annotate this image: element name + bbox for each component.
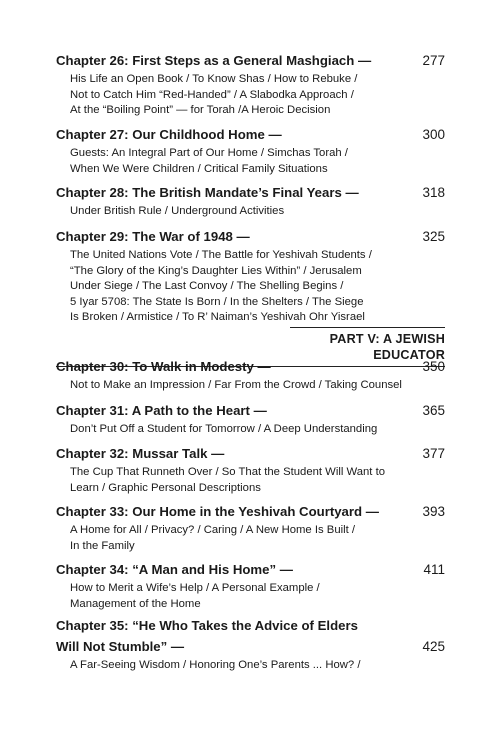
chapter-heading: [56, 184, 445, 202]
toc-entry-chapter-32: [56, 445, 445, 496]
toc-entry-chapter-34: [56, 561, 445, 612]
subtopic-line: Don’t Put Off a Student for Tomorrow / A Deep Understanding: [70, 423, 378, 435]
toc-entry-chapter-29: [56, 228, 445, 326]
subtopic-line: Management of the Home: [70, 597, 201, 610]
chapter-heading: [56, 561, 445, 579]
chapter-title: Chapter 29: The War of 1948 —: [56, 229, 250, 244]
chapter-page-number: 425: [422, 639, 445, 654]
chapter-subtopics: [56, 72, 445, 119]
chapter-subtopics: [56, 523, 445, 554]
chapter-heading: [56, 402, 445, 420]
toc-entry-chapter-31: [56, 402, 445, 438]
subtopic-line: 5 Iyar 5708: The State Is Born / In the Shelters / The Siege: [70, 295, 364, 308]
toc-entry-chapter-35: [56, 617, 445, 674]
toc-entry-chapter-28: [56, 184, 445, 220]
chapter-page-number: 393: [422, 504, 445, 519]
chapter-title: Chapter 34: “A Man and His Home” —: [56, 562, 293, 577]
chapter-title: Chapter 27: Our Childhood Home —: [56, 127, 282, 142]
subtopic-line: How to Merit a Wife’s Help / A Personal Example /: [70, 582, 320, 594]
subtopic-line: Under Siege / The Last Convoy / The Shelling Begins /: [70, 280, 344, 293]
part-heading: PART V: A JEWISH EDUCATOR: [329, 332, 445, 362]
chapter-heading: [56, 228, 445, 246]
chapter-page-number: 300: [422, 127, 445, 142]
subtopic-line: In the Family: [70, 539, 135, 552]
subtopic-line: When We Were Children / Critical Family Situations: [70, 162, 328, 175]
chapter-subtopics: [56, 581, 445, 612]
chapter-title: Chapter 33: Our Home in the Yeshivah Courtyard —: [56, 504, 379, 519]
chapter-title: Chapter 31: A Path to the Heart —: [56, 403, 267, 418]
chapter-heading: [56, 52, 445, 70]
chapter-page-number: 350: [422, 359, 445, 374]
chapter-subtopics: [56, 204, 445, 220]
subtopic-line: Is Broken / Armistice / To R’ Naiman’s Yeshivah Ohr Yisrael: [70, 311, 365, 324]
chapter-subtopics: [56, 378, 445, 394]
chapter-page-number: 365: [422, 403, 445, 418]
chapter-heading: [56, 445, 445, 463]
chapter-title: Chapter 30: To Walk in Modesty —: [56, 359, 271, 374]
chapter-page-number: 318: [422, 185, 445, 200]
subtopic-line: Not to Make an Impression / Far From the Crowd / Taking Counsel: [70, 379, 402, 391]
toc-entry-chapter-27: [56, 126, 445, 177]
chapter-heading: [56, 126, 445, 144]
chapter-title: Chapter 26: First Steps as a General Mashgiach —: [56, 53, 372, 68]
chapter-subtopics: [56, 465, 445, 496]
chapter-page-number: 277: [422, 53, 445, 68]
part-rule-top: [290, 327, 445, 328]
chapter-heading: [56, 503, 445, 521]
chapter-heading: [56, 617, 445, 656]
subtopic-line: Under British Rule / Underground Activities: [70, 205, 285, 217]
chapter-subtopics: [56, 658, 445, 674]
chapter-title: Chapter 28: The British Mandate’s Final Years —: [56, 185, 359, 200]
chapter-subtopics: [56, 422, 445, 438]
subtopic-line: His Life an Open Book / To Know Shas / How to Rebuke /: [70, 73, 358, 85]
subtopic-line: “The Glory of the King’s Daughter Lies Within” / Jerusalem: [70, 264, 362, 277]
subtopic-line: At the “Boiling Point” — for Torah /A Heroic Decision: [70, 104, 331, 117]
subtopic-line: A Home for All / Privacy? / Caring / A New Home Is Built /: [70, 524, 356, 536]
chapter-page-number: 411: [423, 562, 445, 577]
chapter-subtopics: [56, 248, 445, 326]
subtopic-line: Learn / Graphic Personal Descriptions: [70, 481, 261, 494]
subtopic-line: A Far-Seeing Wisdom / Honoring One’s Parents ... How? /: [70, 659, 361, 671]
chapter-page-number: 377: [422, 446, 445, 461]
subtopic-line: Not to Catch Him “Red-Handed” / A Slabodka Approach /: [70, 88, 354, 101]
chapter-page-number: 325: [422, 229, 445, 244]
subtopic-line: The United Nations Vote / The Battle for Yeshivah Students /: [70, 249, 372, 261]
toc-entry-chapter-33: [56, 503, 445, 554]
chapter-heading: [56, 358, 445, 376]
chapter-title-line-2: Will Not Stumble” —: [56, 639, 185, 654]
toc-entry-chapter-26: [56, 52, 445, 119]
subtopic-line: Guests: An Integral Part of Our Home / Simchas Torah /: [70, 147, 348, 159]
chapter-subtopics: [56, 146, 445, 177]
toc-entry-chapter-30: [56, 358, 445, 394]
chapter-title: Chapter 32: Mussar Talk —: [56, 446, 225, 461]
chapter-title-line-1: Chapter 35: “He Who Takes the Advice of Elders: [56, 618, 358, 633]
subtopic-line: The Cup That Runneth Over / So That the Student Will Want to: [70, 466, 386, 478]
